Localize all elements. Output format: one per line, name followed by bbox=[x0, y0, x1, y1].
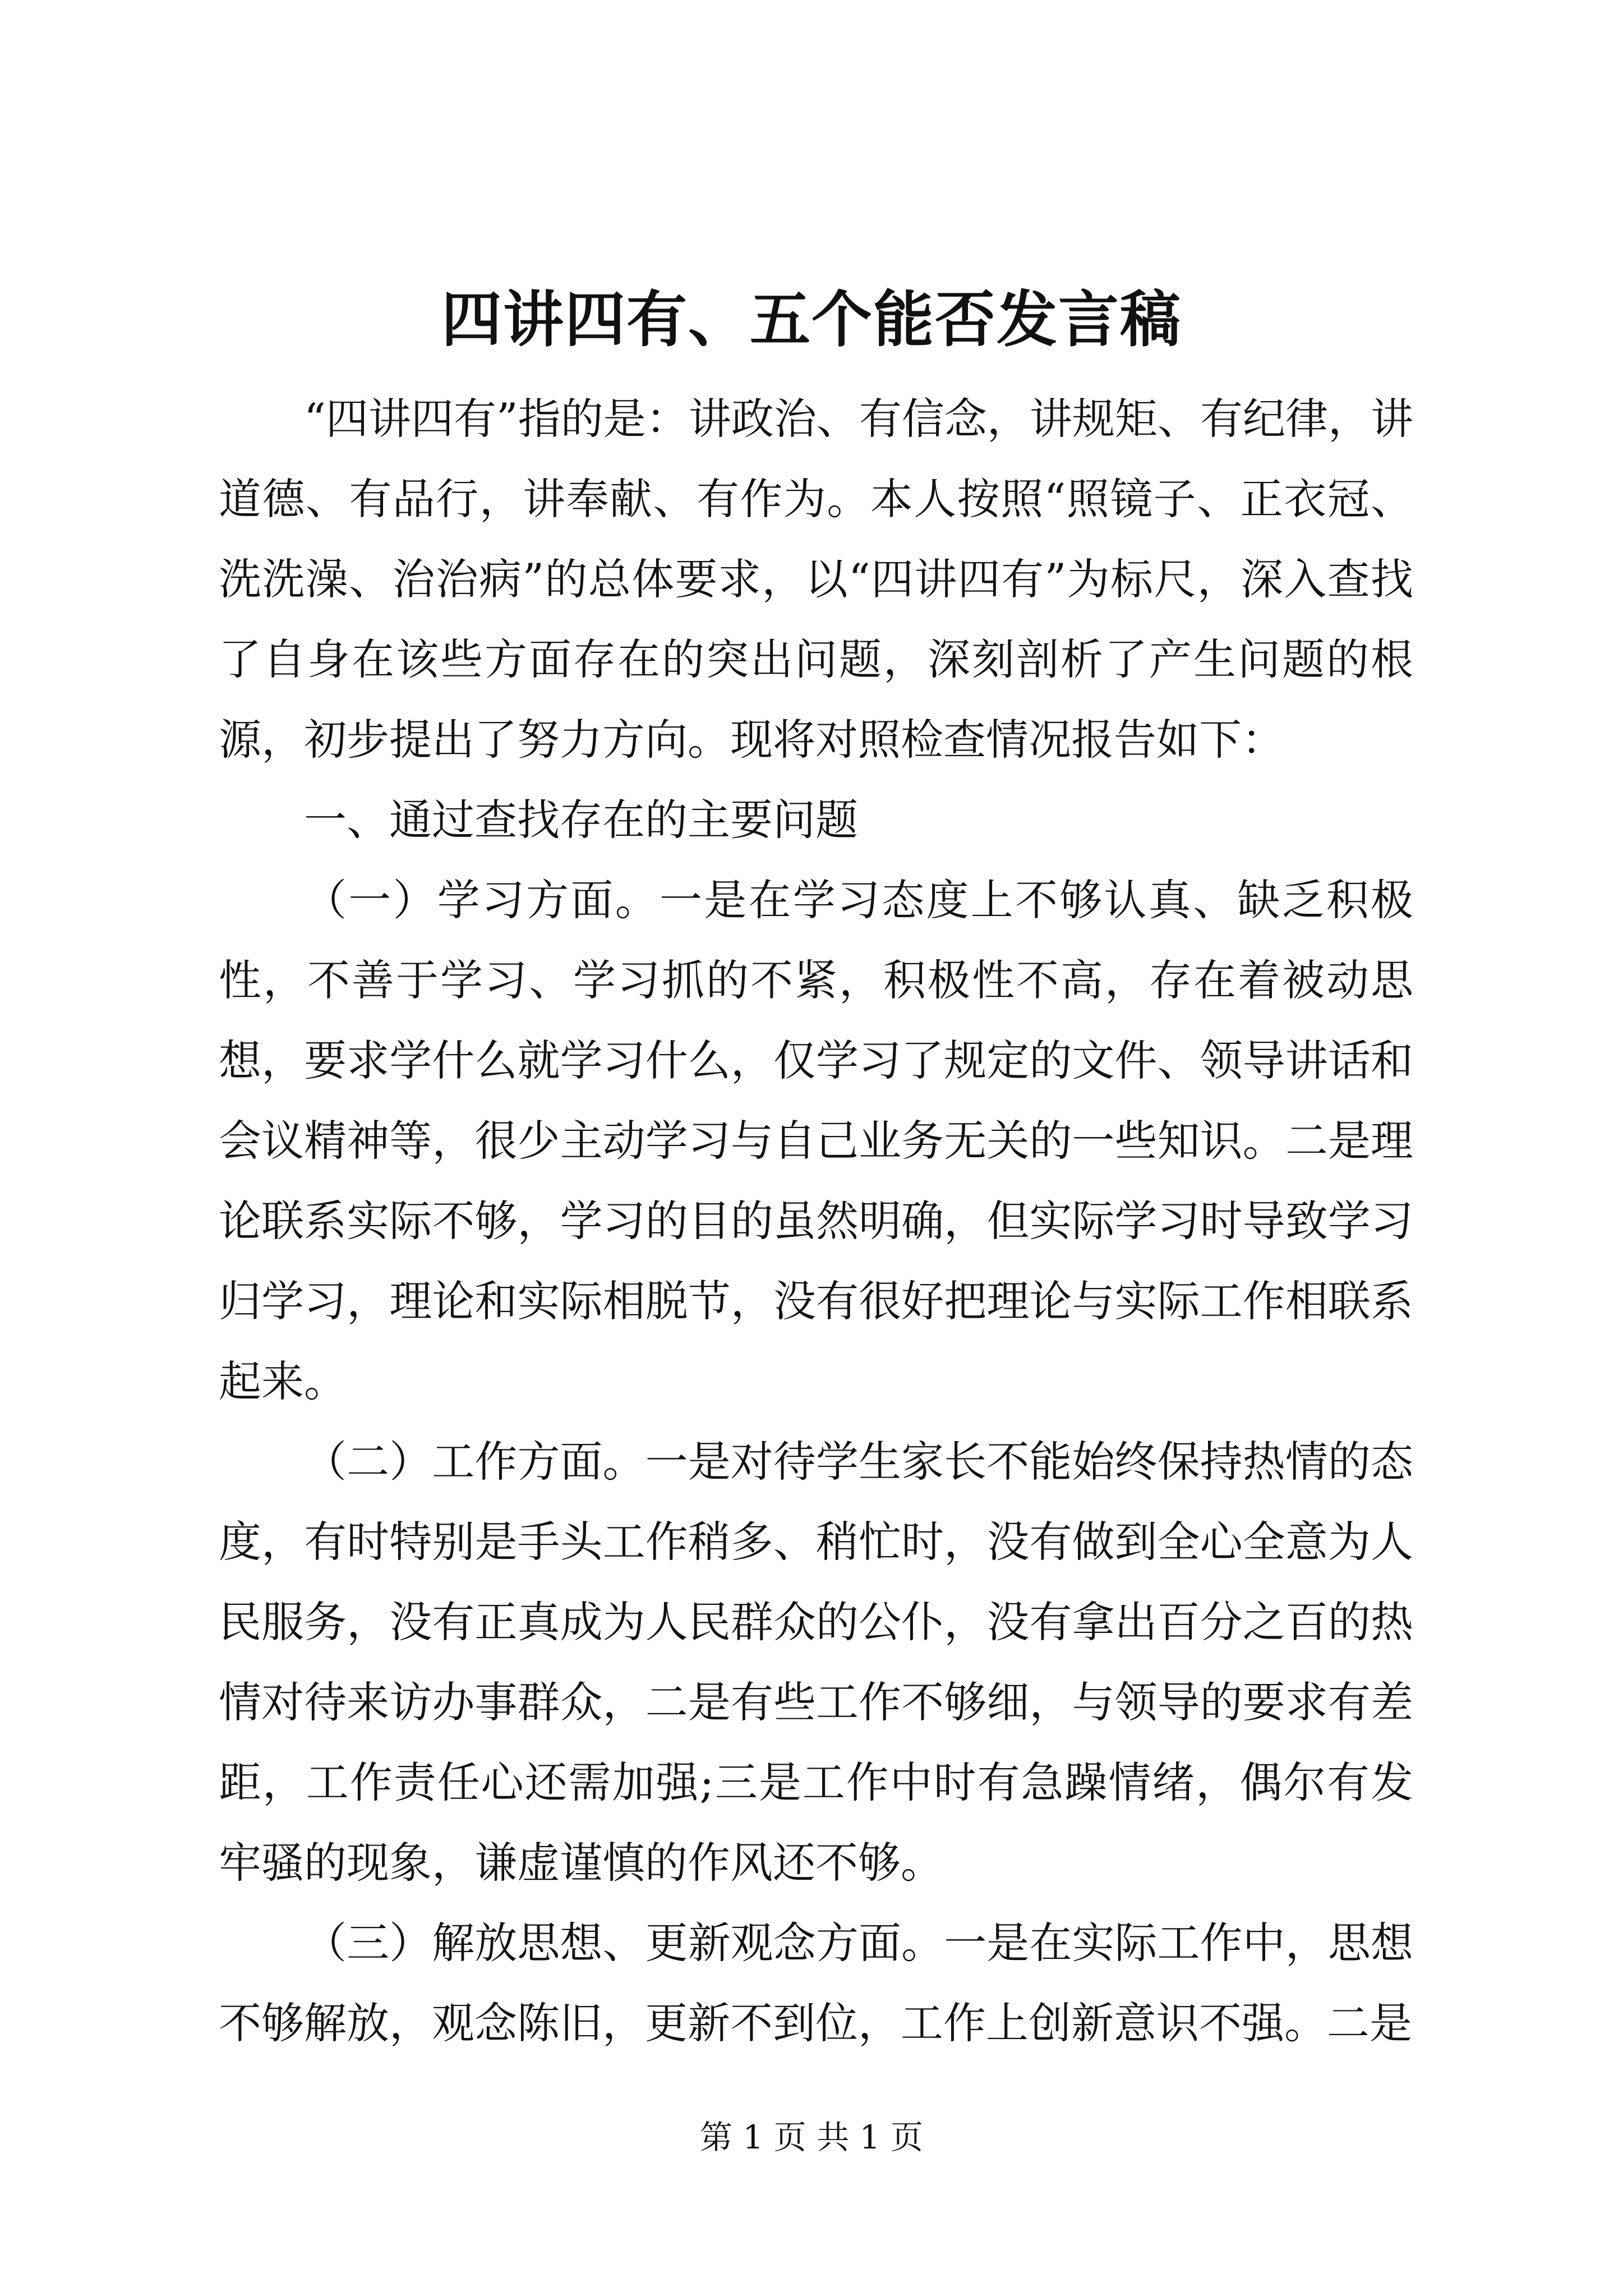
paragraph-intro: “四讲四有”指的是：讲政治、有信念，讲规矩、有纪律，讲道德、有品行，讲奉献、有作为。本人按照“照镜子、正衣冠、洗洗澡、治治病”的总体要求，以“四讲四有”为标尺，深入查找了自身在该些方面存在的突出问题，深刻剖析了产生问题的根源，初步提出了努力方向。现将对照检查情况报告如下： bbox=[219, 394, 1413, 765]
paragraph-thinking: （三）解放思想、更新观念方面。一是在实际工作中，思想不够解放，观念陈旧，更新不到位，工作上创新意识不强。二是 bbox=[219, 1918, 1413, 2048]
document-title: 四讲四有、五个能否发言稿 bbox=[441, 284, 1182, 355]
page-footer: 第 1 页 共 1 页 bbox=[700, 2118, 923, 2156]
paragraph-study: （一）学习方面。一是在学习态度上不够认真、缺乏积极性，不善于学习、学习抓的不紧，积极性不高，存在着被动思想，要求学什么就学习什么，仅学习了规定的文件、领导讲话和会议精神等，很少主动学习与自己业务无关的一些知识。二是理论联系实际不够，学习的目的虽然明确，但实际学习时导致学习归学习，理论和实际相脱节，没有很好把理论与实际工作相联系起来。 bbox=[219, 875, 1413, 1406]
section-heading: 一、通过查找存在的主要问题 bbox=[304, 795, 858, 845]
paragraph-work: （二）工作方面。一是对待学生家长不能始终保持热情的态度，有时特别是手头工作稍多、稍忙时，没有做到全心全意为人民服务，没有正真成为人民群众的公仆，没有拿出百分之百的热情对待来访办事群众，二是有些工作不够细，与领导的要求有差距，工作责任心还需加强;三是工作中时有急躁情绪，偶尔有发牢骚的现象，谦虚谨慎的作风还不够。 bbox=[219, 1437, 1413, 1888]
document-body bbox=[219, 379, 1413, 2063]
